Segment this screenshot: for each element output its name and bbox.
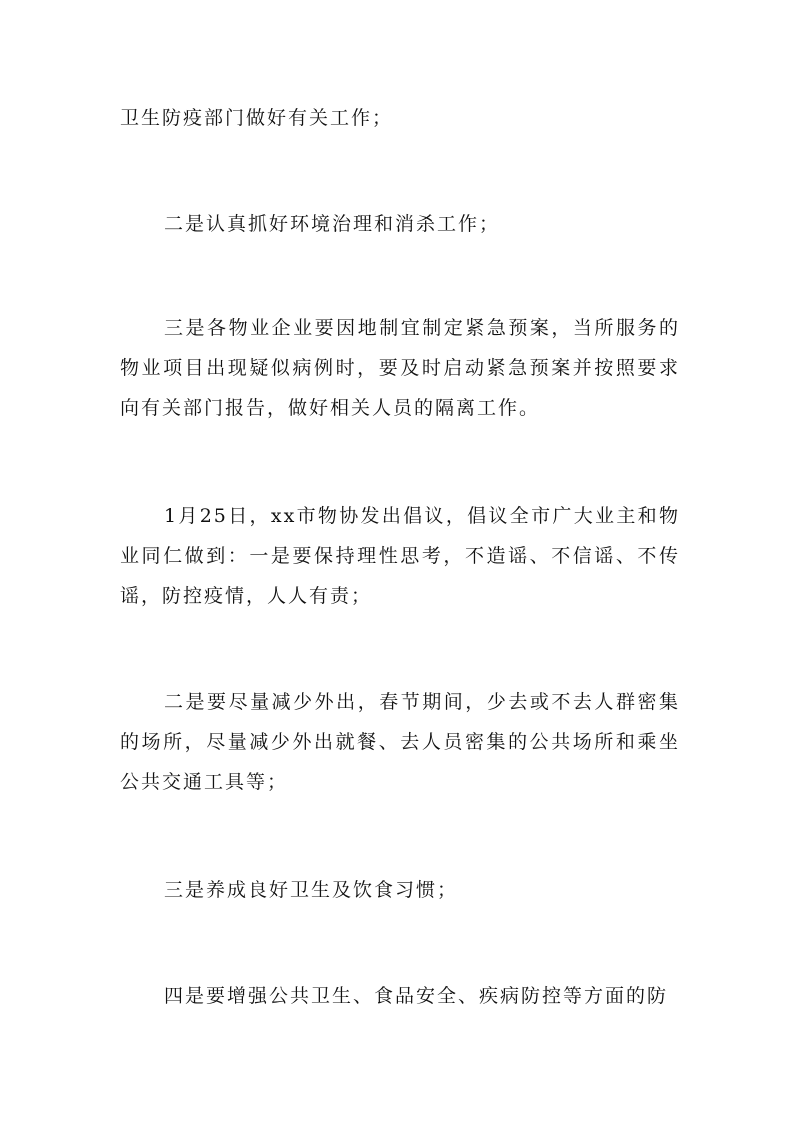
paragraph-5: 二是要尽量减少外出，春节期间，少去或不去人群密集的场所，尽量减少外出就餐、去人员密集的公共场所和乘坐公共交通工具等； [120,691,680,793]
paragraph-2: 二是认真抓好环境治理和消杀工作； [164,213,501,235]
paragraph-4: 1月25日，xx市物协发出倡议，倡议全市广大业主和物业同仁做到：一是要保持理性思考，不造谣、不信谣、不传谣，防控疫情，人人有责； [120,505,680,607]
paragraph-7: 四是要增强公共卫生、食品安全、疾病防控等方面的防 [164,985,669,1007]
paragraph-1: 卫生防疫部门做好有关工作； [120,107,394,129]
paragraph-3: 三是各物业企业要因地制宜制定紧急预案，当所服务的物业项目出现疑似病例时，要及时启动紧急预案并按照要求向有关部门报告，做好相关人员的隔离工作。 [120,317,680,419]
paragraph-6: 三是养成良好卫生及饮食习惯； [164,879,459,901]
